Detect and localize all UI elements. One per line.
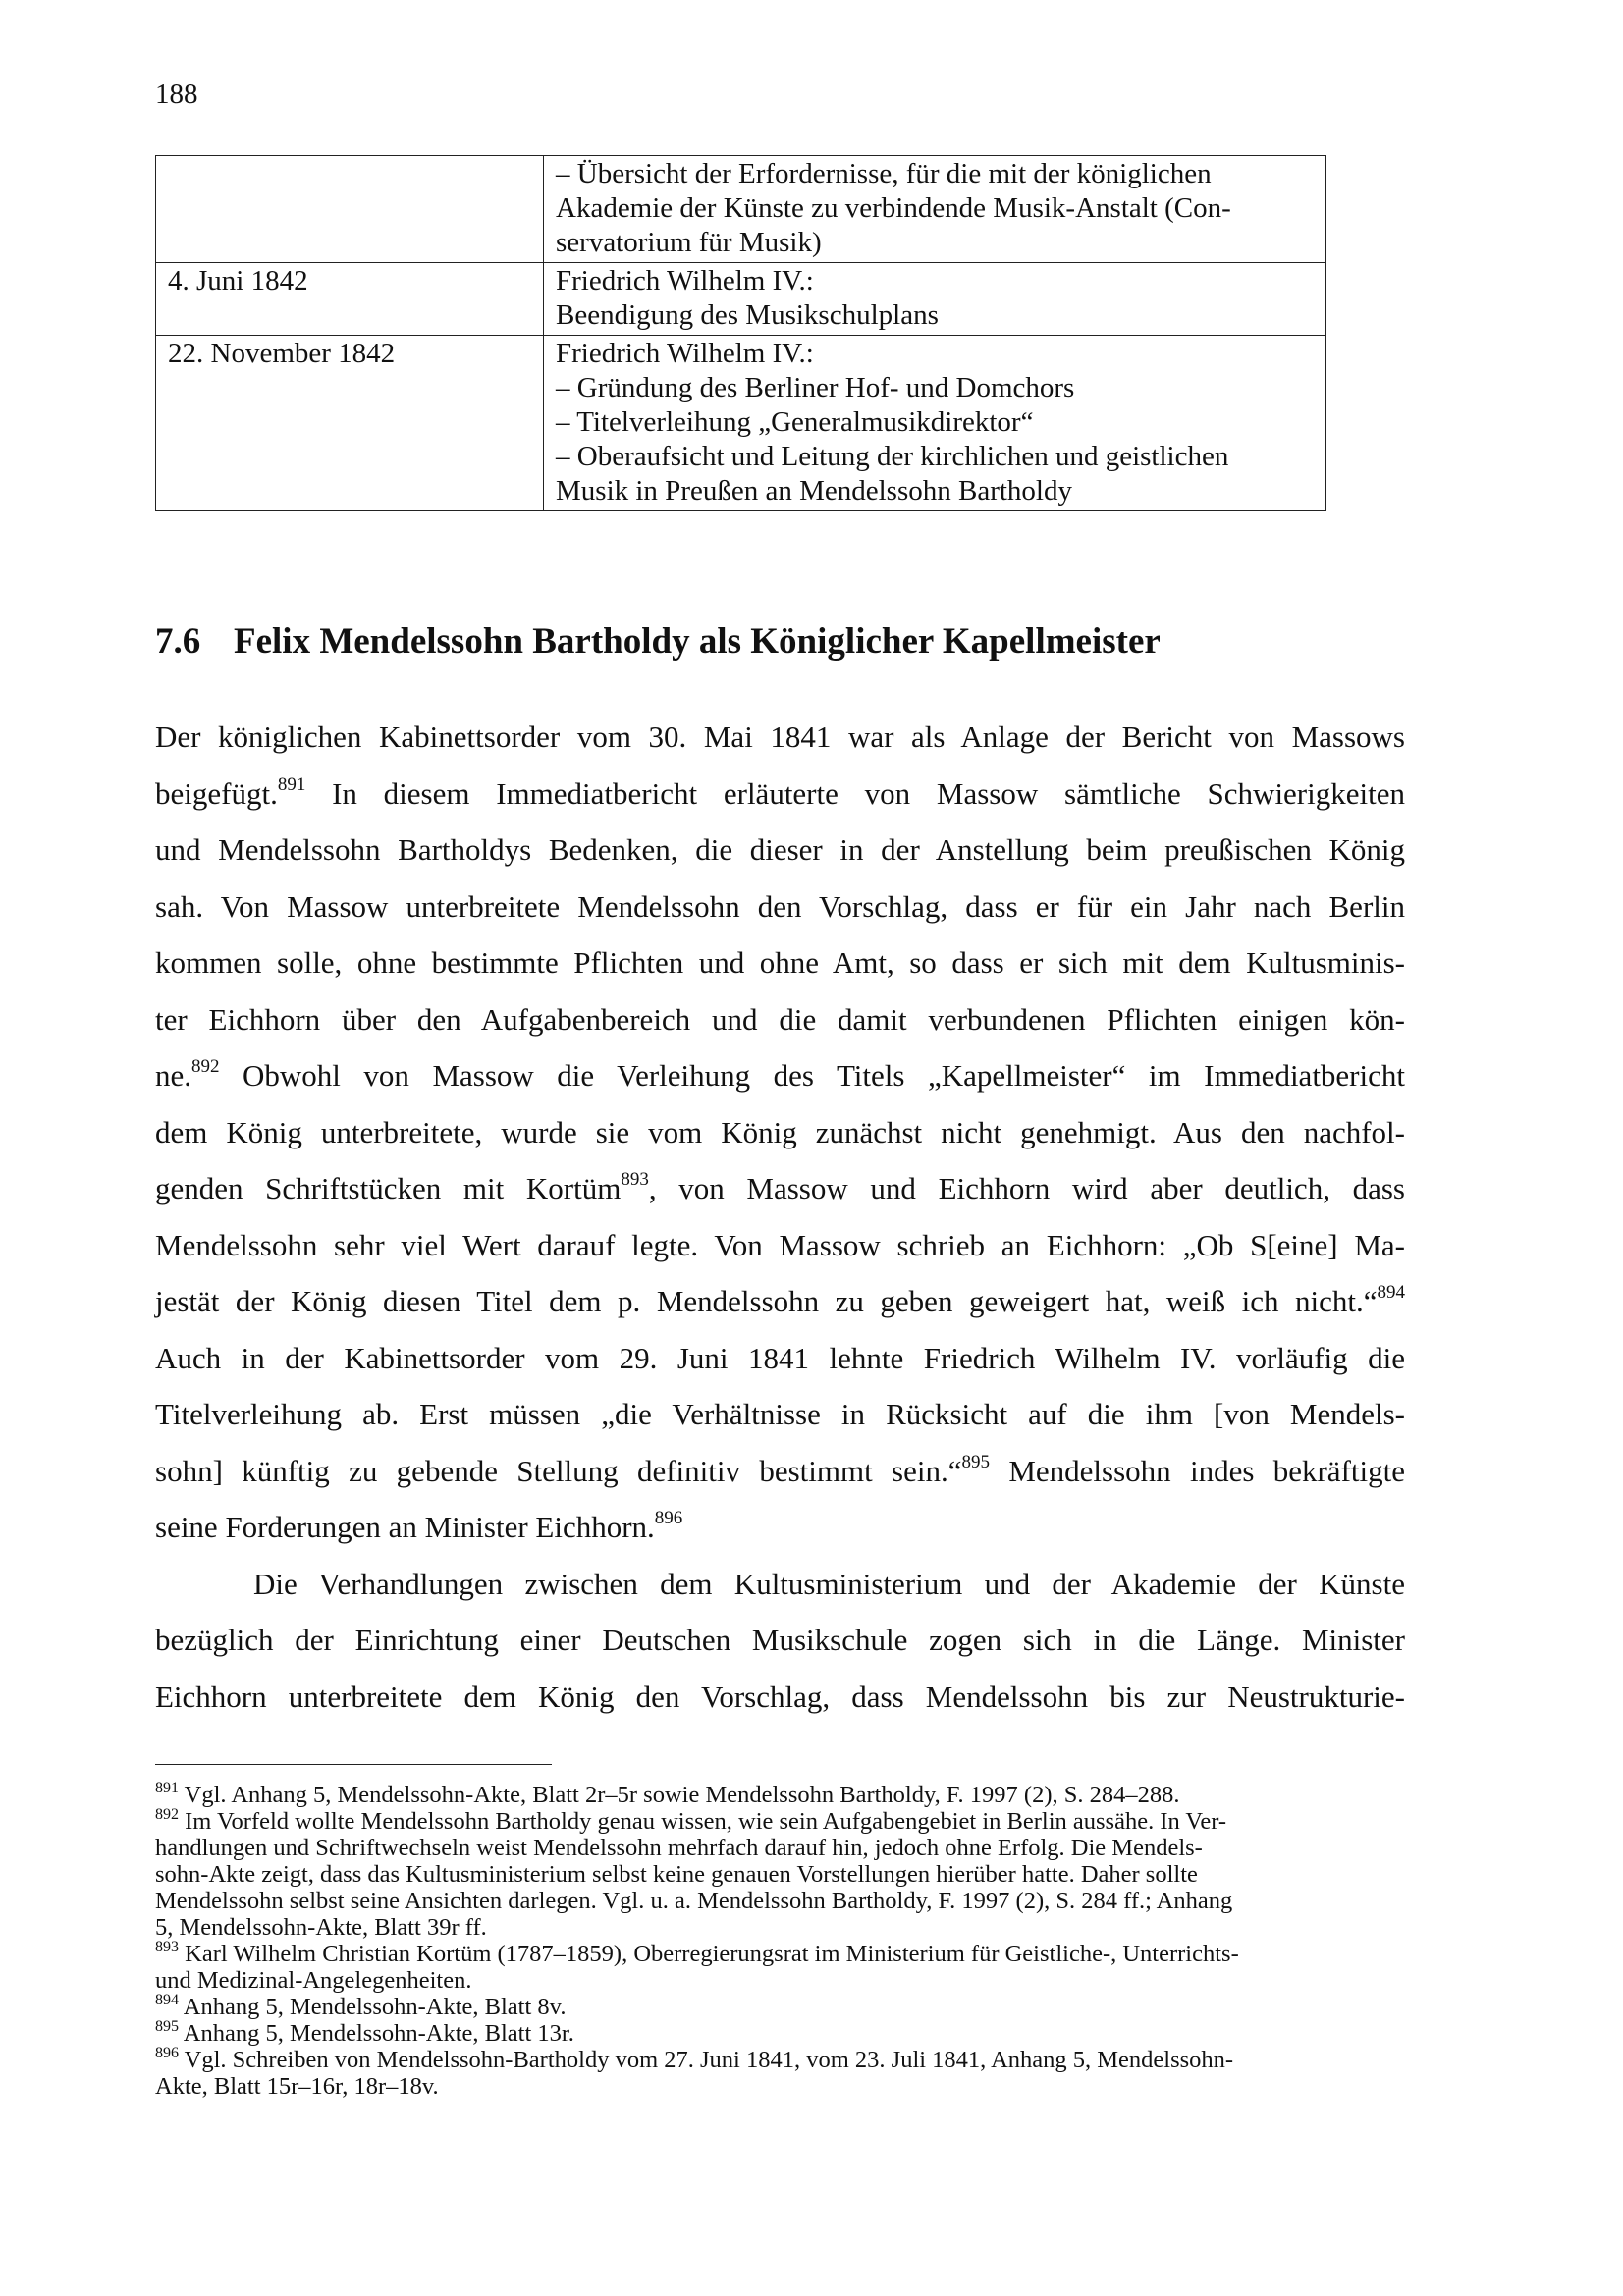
footnote-line [155, 1888, 1405, 1914]
table-row [156, 156, 1326, 263]
body-line [155, 709, 1405, 766]
footnote-number: 895 [155, 2018, 179, 2035]
footnote-text: Vgl. Schreiben von Mendelssohn-Bartholdy vom 27. Juni 1841, vom 23. Juli 1841, Anhang 5, Mendelssohn- [179, 2047, 1234, 2073]
body-line [155, 1217, 1405, 1274]
table-row [156, 336, 1326, 511]
table-cell-line: Friedrich Wilhelm IV.: [556, 338, 814, 369]
footnote-line [155, 1782, 1405, 1808]
footnote-text: Im Vorfeld wollte Mendelssohn Bartholdy genau wissen, wie sein Aufgabengebiet in Berlin aussähe. In Ver- [179, 1808, 1227, 1835]
footnote-line [155, 1835, 1405, 1861]
body-line [155, 822, 1405, 879]
footnote-text: Mendelssohn selbst seine Ansichten darlegen. Vgl. u. a. Mendelssohn Bartholdy, F. 1997 (2), S. 284 ff.; Anhang [155, 1888, 1233, 1914]
body-text-segment: Mendelssohn sehr viel Wert darauf legte. Von Massow schrieb an Eichhorn: „Ob S[eine] Ma- [155, 1227, 1405, 1262]
footnote-line [155, 2020, 1405, 2047]
body-line [155, 1330, 1405, 1387]
footnote-number: 894 [155, 1992, 179, 2008]
footnote-text: 5, Mendelssohn-Akte, Blatt 39r ff. [155, 1914, 487, 1941]
footnote-text: handlungen und Schriftwechseln weist Mendelssohn mehrfach darauf hin, jedoch ohne Erfolg. Die Mendels- [155, 1835, 1203, 1861]
footnotes [155, 1782, 1405, 2100]
body-text-segment: sohn] künftig zu gebende Stellung definitiv bestimmt sein.“ [155, 1453, 962, 1488]
body-text-segment: Der königlichen Kabinettsorder vom 30. Mai 1841 war als Anlage der Bericht von Massows [155, 720, 1405, 754]
section-title: Felix Mendelssohn Bartholdy als Königlicher Kapellmeister [234, 621, 1161, 662]
body-text-segment: ne. [155, 1058, 192, 1093]
footnote-line [155, 1808, 1405, 1835]
table-date-cell: 4. Juni 1842 [156, 263, 544, 336]
body-text-segment: bezüglich der Einrichtung einer Deutschen Musikschule zogen sich in die Länge. Minister [155, 1623, 1405, 1657]
footnote-reference: 895 [961, 1451, 990, 1472]
body-line [155, 991, 1405, 1048]
table-cell-line: – Oberaufsicht und Leitung der kirchlichen und geistlichen [556, 441, 1229, 472]
footnote-reference: 892 [191, 1056, 220, 1077]
footnote-divider [155, 1764, 552, 1765]
body-line [155, 1499, 1405, 1556]
body-line [155, 1047, 1405, 1104]
footnote-line [155, 1994, 1405, 2020]
body-line [155, 1160, 1405, 1217]
footnote-number: 891 [155, 1780, 179, 1796]
table-date-cell [156, 156, 544, 263]
body-line [155, 879, 1405, 935]
footnote-text: Akte, Blatt 15r–16r, 18r–18v. [155, 2073, 439, 2100]
footnote-text: Anhang 5, Mendelssohn-Akte, Blatt 13r. [179, 2020, 574, 2047]
body-line [155, 1443, 1405, 1500]
table-cell-line: Friedrich Wilhelm IV.: [556, 265, 814, 296]
page-number: 188 [155, 79, 198, 110]
table-description-cell [544, 263, 1326, 336]
footnote-number: 896 [155, 2045, 179, 2061]
table-description-cell [544, 156, 1326, 263]
table-date-cell: 22. November 1842 [156, 336, 544, 511]
table-cell-line: – Gründung des Berliner Hof- und Domchors [556, 372, 1075, 403]
body-text-segment: Titelverleihung ab. Erst müssen „die Verhältnisse in Rücksicht auf die ihm [von Mendels- [155, 1397, 1405, 1431]
footnote-line [155, 1861, 1405, 1888]
body-line [155, 1386, 1405, 1443]
body-text-segment: Auch in der Kabinettsorder vom 29. Juni 1841 lehnte Friedrich Wilhelm IV. vorläufig die [155, 1340, 1405, 1375]
footnote-text: Vgl. Anhang 5, Mendelssohn-Akte, Blatt 2r–5r sowie Mendelssohn Bartholdy, F. 1997 (2), S. 284–288. [179, 1782, 1180, 1808]
footnote-line [155, 1967, 1405, 1994]
body-text-segment: In diesem Immediatbericht erläuterte von Massow sämtliche Schwierigkeiten [305, 775, 1405, 811]
footnote-line [155, 1941, 1405, 1967]
body-text-segment: Obwohl von Massow die Verleihung des Titels „Kapellmeister“ im Immediatbericht [219, 1058, 1405, 1093]
table-cell-line: Musik in Preußen an Mendelssohn Bartholdy [556, 475, 1072, 507]
body-line [155, 1104, 1405, 1161]
footnote-line [155, 2047, 1405, 2073]
body-text-segment: Die Verhandlungen zwischen dem Kultusministerium und der Akademie der Künste [253, 1566, 1405, 1601]
table-row [156, 263, 1326, 336]
footnote-text: und Medizinal-Angelegenheiten. [155, 1967, 472, 1994]
body-text-segment: kommen solle, ohne bestimmte Pflichten und ohne Amt, so dass er sich mit dem Kultusminis- [155, 945, 1405, 980]
body-text-segment: dem König unterbreitete, wurde sie vom König zunächst nicht genehmigt. Aus den nachfol- [155, 1114, 1405, 1149]
body-text-segment: Eichhorn unterbreitete dem König den Vorschlag, dass Mendelssohn bis zur Neustrukturie- [155, 1679, 1405, 1714]
table-cell-line: Akademie der Künste zu verbindende Musik-Anstalt (Con- [556, 192, 1231, 224]
body-text-segment: , von Massow und Eichhorn wird aber deutlich, dass [648, 1171, 1405, 1205]
table-cell-line: Beendigung des Musikschulplans [556, 299, 939, 331]
footnote-number: 892 [155, 1806, 179, 1823]
footnote-reference: 894 [1377, 1282, 1405, 1303]
body-text-segment: jestät der König diesen Titel dem p. Mendelssohn zu geben geweigert hat, weiß ich nicht.“ [155, 1284, 1378, 1318]
footnote-line [155, 1914, 1405, 1941]
body-text-segment: Mendelssohn indes bekräftigte [989, 1453, 1405, 1488]
footnote-reference: 891 [277, 774, 306, 795]
footnote-number: 893 [155, 1939, 179, 1955]
body-line [155, 1556, 1405, 1613]
body-line [155, 1669, 1405, 1726]
table-description-cell [544, 336, 1326, 511]
chronology-table [155, 155, 1326, 511]
table-cell-line: servatorium für Musik) [556, 227, 822, 258]
table-cell-line: – Titelverleihung „Generalmusikdirektor“ [556, 406, 1034, 438]
body-line [155, 934, 1405, 991]
body-line [155, 766, 1405, 823]
footnote-text: Karl Wilhelm Christian Kortüm (1787–1859), Oberregierungsrat im Ministerium für Geistliche-, Unterrichts- [179, 1941, 1239, 1967]
body-text-segment: seine Forderungen an Minister Eichhorn. [155, 1510, 655, 1544]
footnote-text: sohn-Akte zeigt, dass das Kultusministerium selbst keine genauen Vorstellungen hierüber hatte. Daher sollte [155, 1861, 1198, 1888]
footnote-reference: 893 [621, 1169, 649, 1190]
body-line [155, 1273, 1405, 1330]
body-text-segment: genden Schriftstücken mit Kortüm [155, 1171, 622, 1205]
body-text-segment: sah. Von Massow unterbreitete Mendelssohn den Vorschlag, dass er für ein Jahr nach Berlin [155, 888, 1405, 924]
section-heading [155, 620, 1161, 663]
table-cell-line: – Übersicht der Erfordernisse, für die mit der königlichen [556, 158, 1212, 189]
footnote-text: Anhang 5, Mendelssohn-Akte, Blatt 8v. [179, 1994, 567, 2020]
footnote-line [155, 2073, 1405, 2100]
body-text-segment: beigefügt. [155, 775, 278, 811]
section-number: 7.6 [155, 621, 201, 662]
body-text [155, 709, 1405, 1725]
body-text-segment: und Mendelssohn Bartholdys Bedenken, die dieser in der Anstellung beim preußischen König [155, 832, 1405, 867]
body-line [155, 1612, 1405, 1669]
body-text-segment: ter Eichhorn über den Aufgabenbereich und die damit verbundenen Pflichten einigen kön- [155, 1001, 1405, 1037]
footnote-reference: 896 [654, 1508, 683, 1528]
